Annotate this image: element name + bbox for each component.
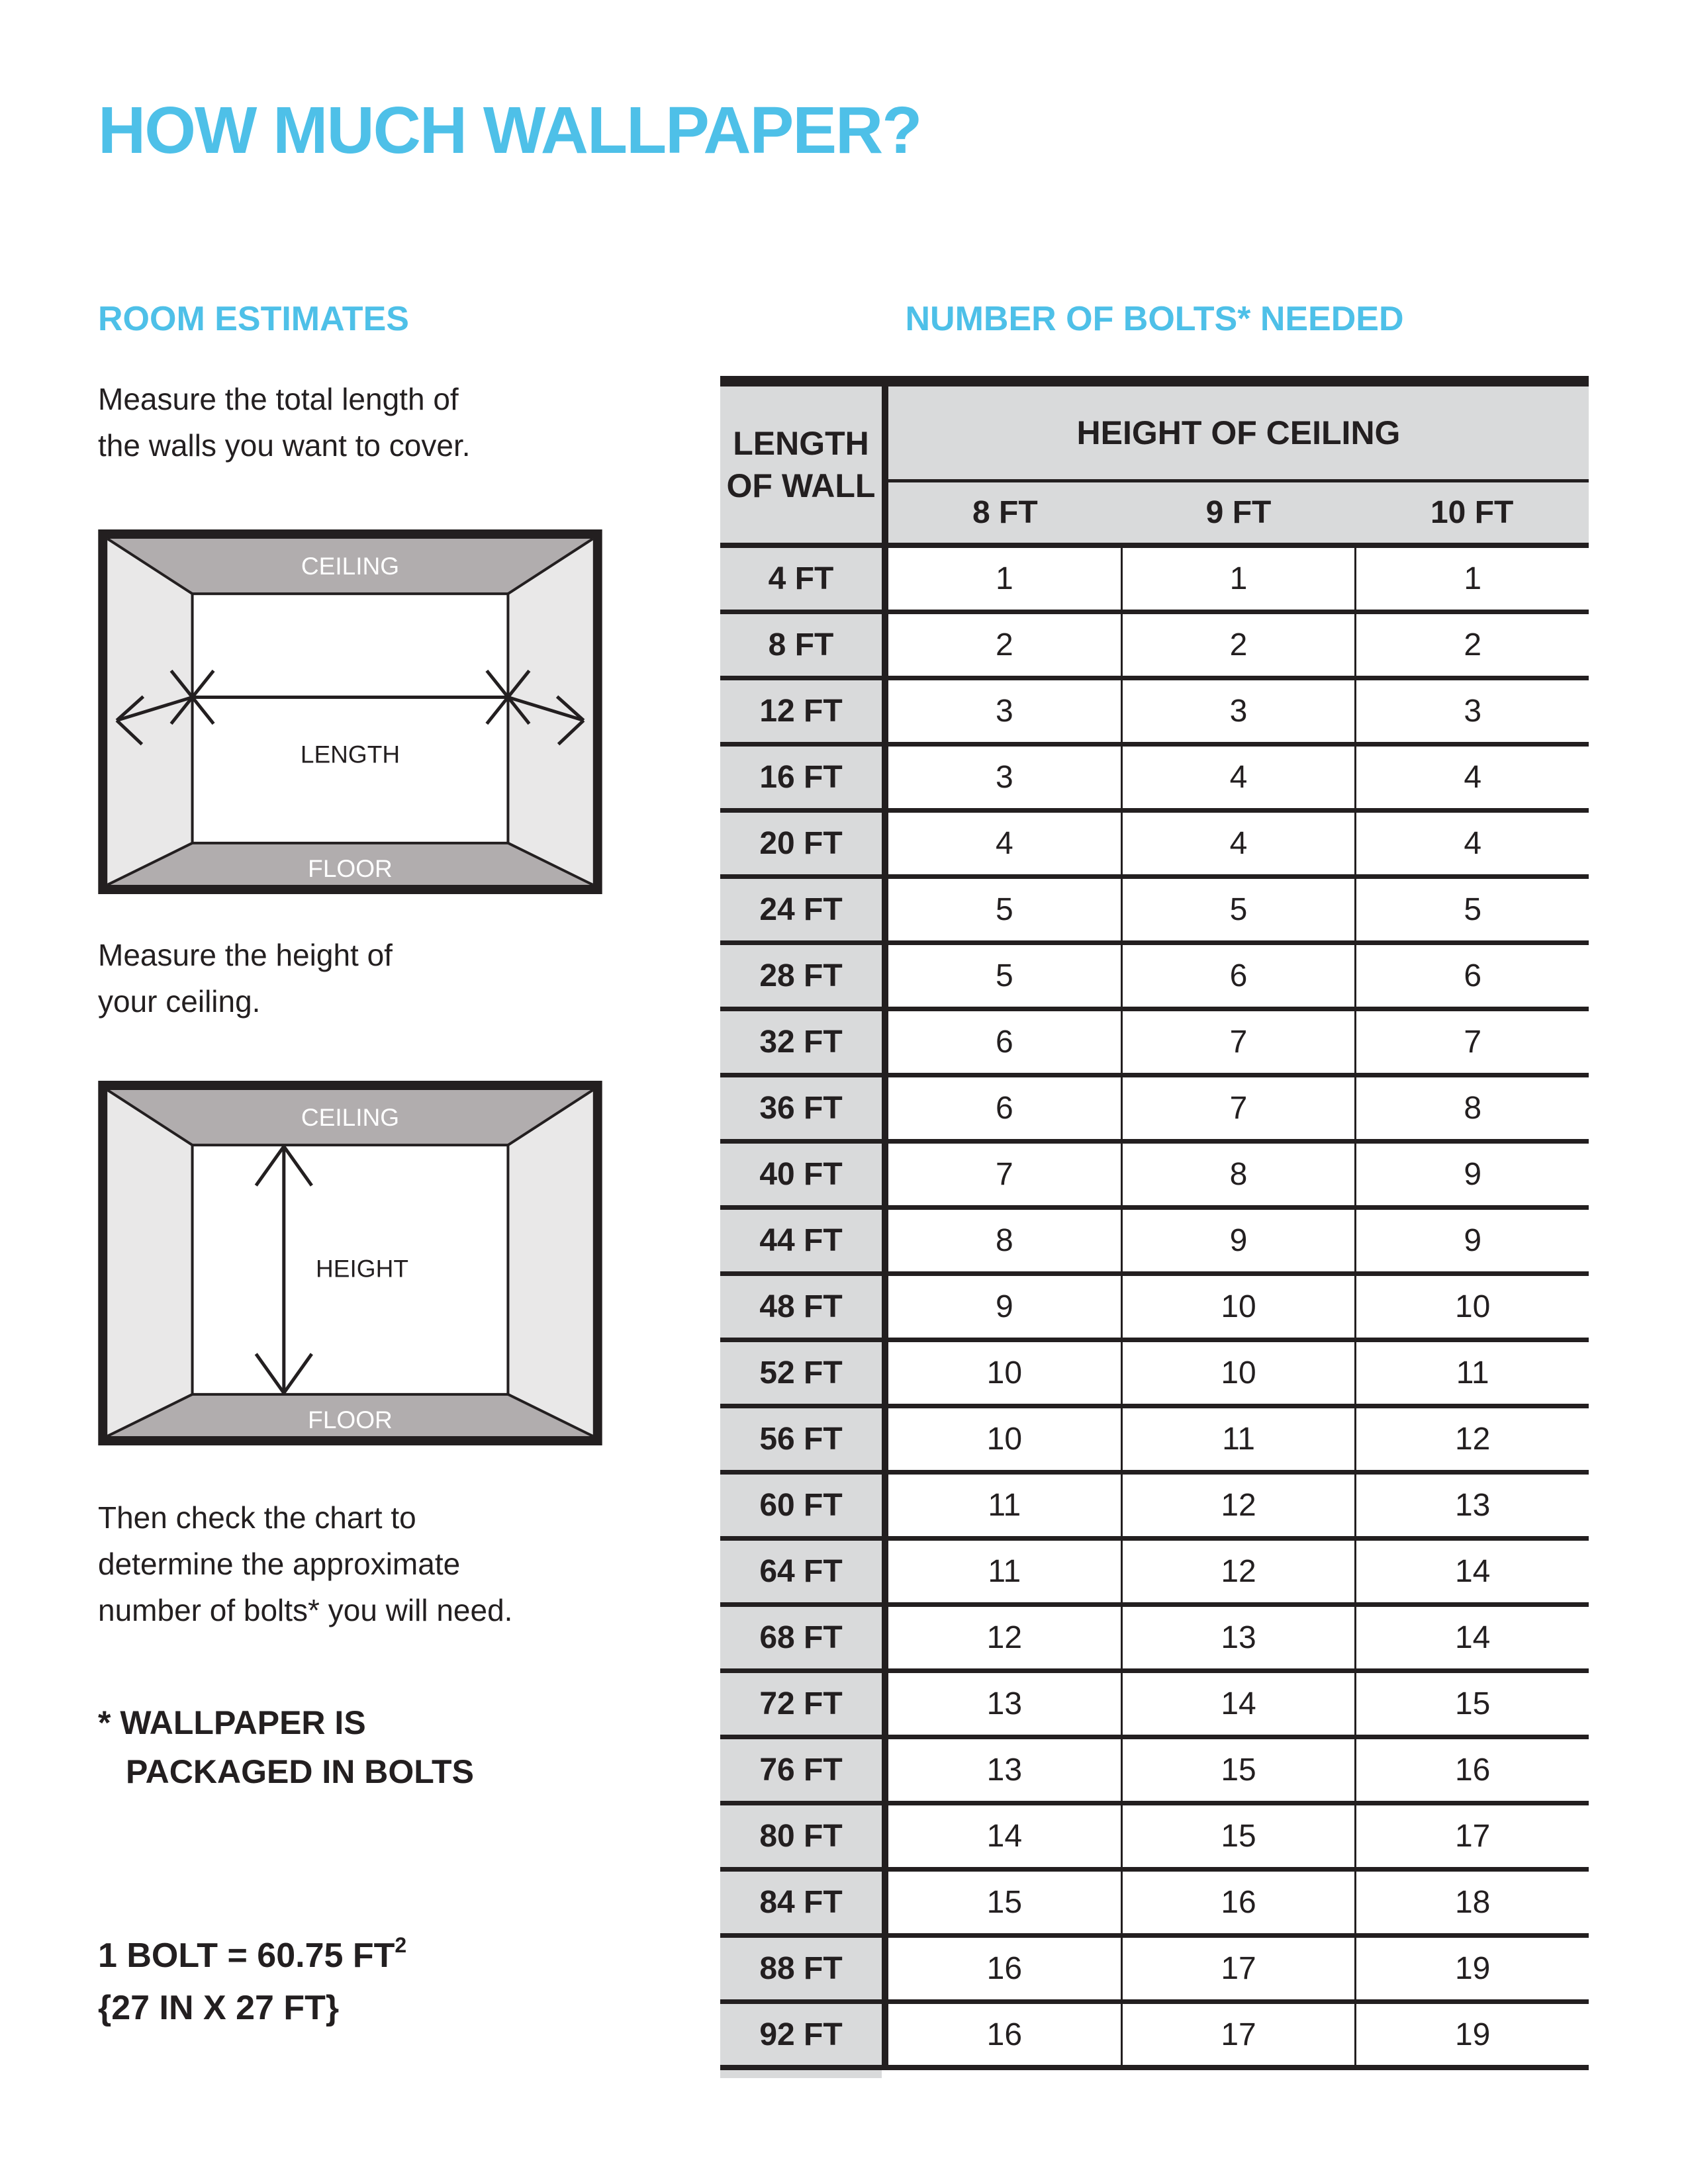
cell-9ft: 12 — [1121, 1541, 1355, 1602]
step1-text — [98, 376, 471, 469]
room-length-diagram — [98, 529, 602, 894]
table-row — [720, 1342, 1589, 1408]
table-row — [720, 1805, 1589, 1872]
cell-8ft: 14 — [888, 1805, 1121, 1867]
cell-9ft: 15 — [1121, 1739, 1355, 1801]
cell-9ft: 11 — [1121, 1408, 1355, 1470]
cell-10ft: 19 — [1354, 1938, 1589, 1999]
cell-8ft: 11 — [888, 1541, 1121, 1602]
cell-8ft: 3 — [888, 747, 1121, 808]
cell-8ft: 4 — [888, 813, 1121, 874]
squared-superscript: 2 — [395, 1933, 407, 1957]
cell-10ft: 14 — [1354, 1607, 1589, 1668]
cell-8ft: 11 — [888, 1475, 1121, 1536]
cell-10ft: 6 — [1354, 945, 1589, 1007]
table-top-bar — [720, 376, 1589, 387]
row-label: 20 FT — [720, 813, 888, 874]
table-row — [720, 1607, 1589, 1673]
row-label: 28 FT — [720, 945, 888, 1007]
length-label: LENGTH — [300, 740, 400, 768]
header-bottom-bar — [720, 543, 1589, 548]
cell-8ft: 6 — [888, 1011, 1121, 1073]
cell-10ft: 18 — [1354, 1872, 1589, 1933]
table-row — [720, 879, 1589, 945]
height-label: HEIGHT — [316, 1254, 409, 1283]
table-header — [720, 387, 1589, 543]
cell-10ft: 12 — [1354, 1408, 1589, 1470]
row-label: 72 FT — [720, 1673, 888, 1735]
cell-8ft: 8 — [888, 1210, 1121, 1271]
table-row — [720, 1144, 1589, 1210]
page-title: HOW MUCH WALLPAPER? — [98, 93, 921, 167]
cell-8ft: 7 — [888, 1144, 1121, 1205]
cell-10ft: 11 — [1354, 1342, 1589, 1404]
cell-9ft: 7 — [1121, 1077, 1355, 1139]
cell-9ft: 14 — [1121, 1673, 1355, 1735]
ceiling-label: CEILING — [301, 1103, 400, 1132]
cell-8ft: 16 — [888, 1938, 1121, 1999]
row-label: 48 FT — [720, 1276, 888, 1338]
cell-9ft: 6 — [1121, 945, 1355, 1007]
row-label: 8 FT — [720, 614, 888, 676]
row-label: 80 FT — [720, 1805, 888, 1867]
table-row — [720, 1739, 1589, 1805]
col-header-10ft: 10 FT — [1430, 495, 1514, 530]
table-row — [720, 1077, 1589, 1144]
row-label: 88 FT — [720, 1938, 888, 1999]
row-label: 44 FT — [720, 1210, 888, 1271]
table-row — [720, 1011, 1589, 1077]
cell-9ft: 2 — [1121, 614, 1355, 676]
floor-label: FLOOR — [308, 1405, 393, 1433]
step3-line3: number of bolts* you will need. — [98, 1593, 513, 1627]
table-row — [720, 945, 1589, 1011]
col-header-9ft: 9 FT — [1205, 495, 1272, 530]
cell-8ft: 6 — [888, 1077, 1121, 1139]
table-row — [720, 2004, 1589, 2070]
cell-10ft: 1 — [1354, 548, 1589, 610]
wallpaper-footnote — [98, 1698, 474, 1796]
table-row — [720, 1673, 1589, 1739]
row-label: 52 FT — [720, 1342, 888, 1404]
row-label: 24 FT — [720, 879, 888, 940]
cell-10ft: 4 — [1354, 747, 1589, 808]
sub-header-row — [888, 482, 1589, 543]
cell-10ft: 13 — [1354, 1475, 1589, 1536]
cell-10ft: 10 — [1354, 1276, 1589, 1338]
table-row — [720, 747, 1589, 813]
floor-label: FLOOR — [308, 854, 393, 882]
cell-9ft: 17 — [1121, 1938, 1355, 1999]
row-label: 84 FT — [720, 1872, 888, 1933]
table-row — [720, 1210, 1589, 1276]
room-height-diagram — [98, 1081, 602, 1445]
row-label: 68 FT — [720, 1607, 888, 1668]
cell-9ft: 7 — [1121, 1011, 1355, 1073]
bolts-table — [720, 376, 1589, 2078]
step1-line2: the walls you want to cover. — [98, 428, 471, 463]
row-label: 36 FT — [720, 1077, 888, 1139]
cell-8ft: 5 — [888, 879, 1121, 940]
cell-8ft: 12 — [888, 1607, 1121, 1668]
cell-9ft: 4 — [1121, 813, 1355, 874]
cell-9ft: 4 — [1121, 747, 1355, 808]
cell-8ft: 10 — [888, 1342, 1121, 1404]
footnote-line1: * WALLPAPER IS — [98, 1704, 366, 1741]
cell-9ft: 10 — [1121, 1276, 1355, 1338]
step3-line1: Then check the chart to — [98, 1500, 416, 1535]
right-wall — [508, 1090, 592, 1436]
row-label: 40 FT — [720, 1144, 888, 1205]
left-column-stub — [720, 2070, 882, 2078]
row-label: 64 FT — [720, 1541, 888, 1602]
column-group-header: HEIGHT OF CEILING — [1076, 414, 1401, 451]
cell-9ft: 8 — [1121, 1144, 1355, 1205]
cell-8ft: 5 — [888, 945, 1121, 1007]
step2-text — [98, 932, 393, 1024]
cell-8ft: 15 — [888, 1872, 1121, 1933]
row-label: 76 FT — [720, 1739, 888, 1801]
col-header-8ft: 8 FT — [972, 495, 1038, 530]
bolts-needed-heading: NUMBER OF BOLTS* NEEDED — [905, 300, 1404, 338]
back-wall — [193, 594, 508, 843]
table-row — [720, 813, 1589, 879]
table-row — [720, 1872, 1589, 1938]
cell-10ft: 19 — [1354, 2004, 1589, 2065]
row-label: 92 FT — [720, 2004, 888, 2065]
cell-10ft: 16 — [1354, 1739, 1589, 1801]
table-body — [720, 548, 1589, 2070]
cell-10ft: 5 — [1354, 879, 1589, 940]
row-label: 4 FT — [720, 548, 888, 610]
cell-8ft: 10 — [888, 1408, 1121, 1470]
left-wall — [107, 1090, 192, 1436]
table-row — [720, 1541, 1589, 1607]
cell-8ft: 13 — [888, 1673, 1121, 1735]
room-estimates-heading: ROOM ESTIMATES — [98, 300, 409, 338]
table-row — [720, 680, 1589, 747]
row-label: 12 FT — [720, 680, 888, 742]
bolt-equation: 1 BOLT = 60.75 $FT^2$ — [98, 1933, 407, 1975]
ceiling-label: CEILING — [301, 552, 400, 580]
cell-9ft: 16 — [1121, 1872, 1355, 1933]
step2-line2: your ceiling. — [98, 984, 261, 1019]
table-row — [720, 614, 1589, 680]
cell-8ft: 16 — [888, 2004, 1121, 2065]
cell-10ft: 2 — [1354, 614, 1589, 676]
row-label: 60 FT — [720, 1475, 888, 1536]
cell-8ft: 1 — [888, 548, 1121, 610]
cell-9ft: 10 — [1121, 1342, 1355, 1404]
step2-line1: Measure the height of — [98, 938, 393, 972]
cell-10ft: 4 — [1354, 813, 1589, 874]
cell-8ft: 3 — [888, 680, 1121, 742]
cell-9ft: 15 — [1121, 1805, 1355, 1867]
table-row — [720, 548, 1589, 614]
cell-9ft: 9 — [1121, 1210, 1355, 1271]
cell-8ft: 9 — [888, 1276, 1121, 1338]
step1-line1: Measure the total length of — [98, 382, 459, 416]
cell-10ft: 7 — [1354, 1011, 1589, 1073]
row-label: 16 FT — [720, 747, 888, 808]
cell-9ft: 1 — [1121, 548, 1355, 610]
row-label: 56 FT — [720, 1408, 888, 1470]
table-row — [720, 1938, 1589, 2004]
step3-line2: determine the approximate — [98, 1547, 461, 1581]
table-row — [720, 1408, 1589, 1475]
cell-9ft: 5 — [1121, 879, 1355, 940]
table-row — [720, 1475, 1589, 1541]
cell-10ft: 3 — [1354, 680, 1589, 742]
cell-10ft: 8 — [1354, 1077, 1589, 1139]
cell-10ft: 15 — [1354, 1673, 1589, 1735]
footnote-line2: PACKAGED IN BOLTS — [126, 1753, 474, 1790]
cell-10ft: 9 — [1354, 1144, 1589, 1205]
cell-9ft: 12 — [1121, 1475, 1355, 1536]
cell-9ft: 17 — [1121, 2004, 1355, 2065]
bolt-dimensions: {27 IN X 27 FT} — [98, 1989, 340, 2027]
cell-9ft: 13 — [1121, 1607, 1355, 1668]
cell-10ft: 9 — [1354, 1210, 1589, 1271]
cell-8ft: 13 — [888, 1739, 1121, 1801]
cell-9ft: 3 — [1121, 680, 1355, 742]
table-row — [720, 1276, 1589, 1342]
step3-text — [98, 1494, 512, 1633]
cell-8ft: 2 — [888, 614, 1121, 676]
row-label: 32 FT — [720, 1011, 888, 1073]
cell-10ft: 14 — [1354, 1541, 1589, 1602]
row-group-header: LENGTH OF WALL — [720, 387, 888, 543]
cell-10ft: 17 — [1354, 1805, 1589, 1867]
